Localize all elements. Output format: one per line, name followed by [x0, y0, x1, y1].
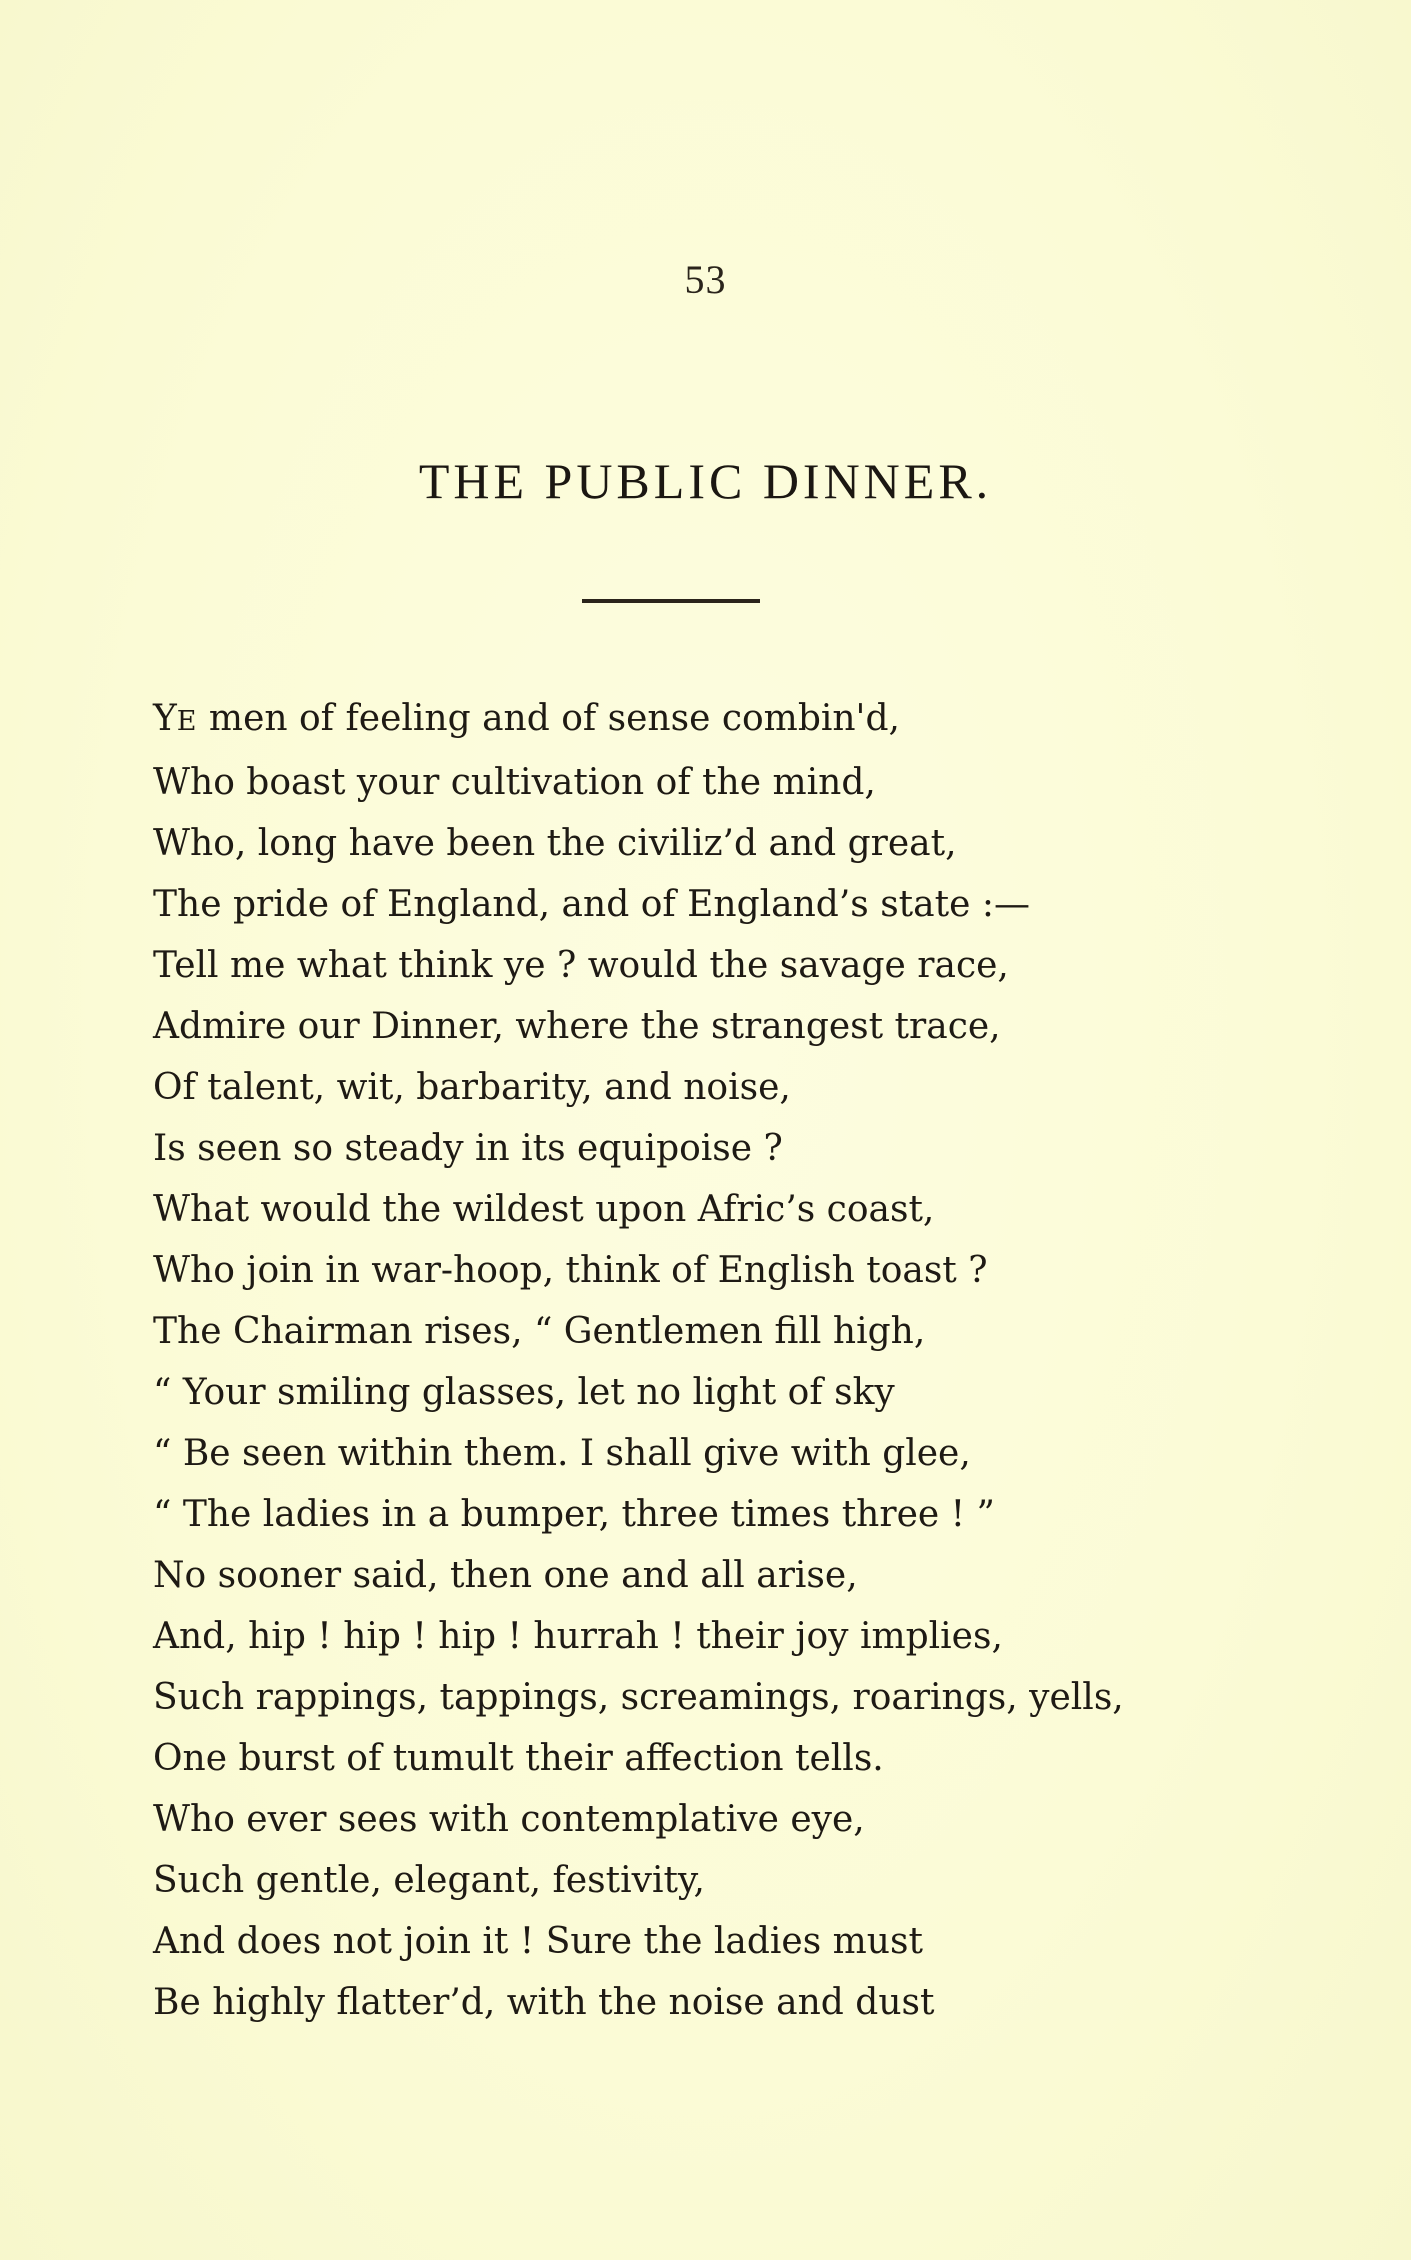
poem-line: Who ever sees with contemplative eye,	[153, 1799, 865, 1840]
poem-line: “ Your smiling glasses, let no light of sky	[153, 1372, 895, 1413]
poem-line: Such gentle, elegant, festivity,	[153, 1860, 705, 1901]
poem-line: Who boast your cultivation of the mind,	[153, 762, 876, 803]
poem-line: “ Be seen within them. I shall give with glee,	[153, 1433, 971, 1474]
drop-initial: Y	[153, 698, 177, 739]
small-caps-initial: E	[176, 706, 198, 737]
poem-line: Of talent, wit, barbarity, and noise,	[153, 1067, 791, 1108]
poem-line: Admire our Dinner, where the strangest trace,	[153, 1006, 1001, 1047]
page-number: 53	[684, 257, 727, 302]
poem-line: And, hip ! hip ! hip ! hurrah ! their joy implies,	[153, 1616, 1003, 1657]
poem-line: And does not join it ! Sure the ladies must	[153, 1921, 923, 1962]
poem-line: Is seen so steady in its equipoise ?	[153, 1128, 783, 1169]
poem-line: No sooner said, then one and all arise,	[153, 1555, 858, 1596]
poem-line: What would the wildest upon Afric’s coast,	[153, 1189, 935, 1230]
poem-body	[153, 688, 1333, 2033]
poem-line: Be highly flatter’d, with the noise and dust	[153, 1982, 935, 2023]
poem-line: Tell me what think ye ? would the savage race,	[153, 945, 1009, 986]
title-divider	[582, 599, 760, 603]
poem-line: Who join in war-hoop, think of English toast ?	[153, 1250, 988, 1291]
poem-line: The pride of England, and of England’s state :—	[153, 884, 1030, 925]
poem-title: THE PUBLIC DINNER.	[418, 453, 993, 509]
poem-line: One burst of tumult their affection tells.	[153, 1738, 884, 1779]
poem-line: Such rappings, tappings, screamings, roarings, yells,	[153, 1677, 1124, 1718]
poem-line	[153, 688, 1333, 752]
poem-line: The Chairman rises, “ Gentlemen fill high,	[153, 1311, 926, 1352]
poem-line: “ The ladies in a bumper, three times three ! ”	[153, 1494, 995, 1535]
first-line-text: men of feeling and of sense combin'd,	[197, 698, 900, 739]
poem-line: Who, long have been the civiliz’d and great,	[153, 823, 957, 864]
